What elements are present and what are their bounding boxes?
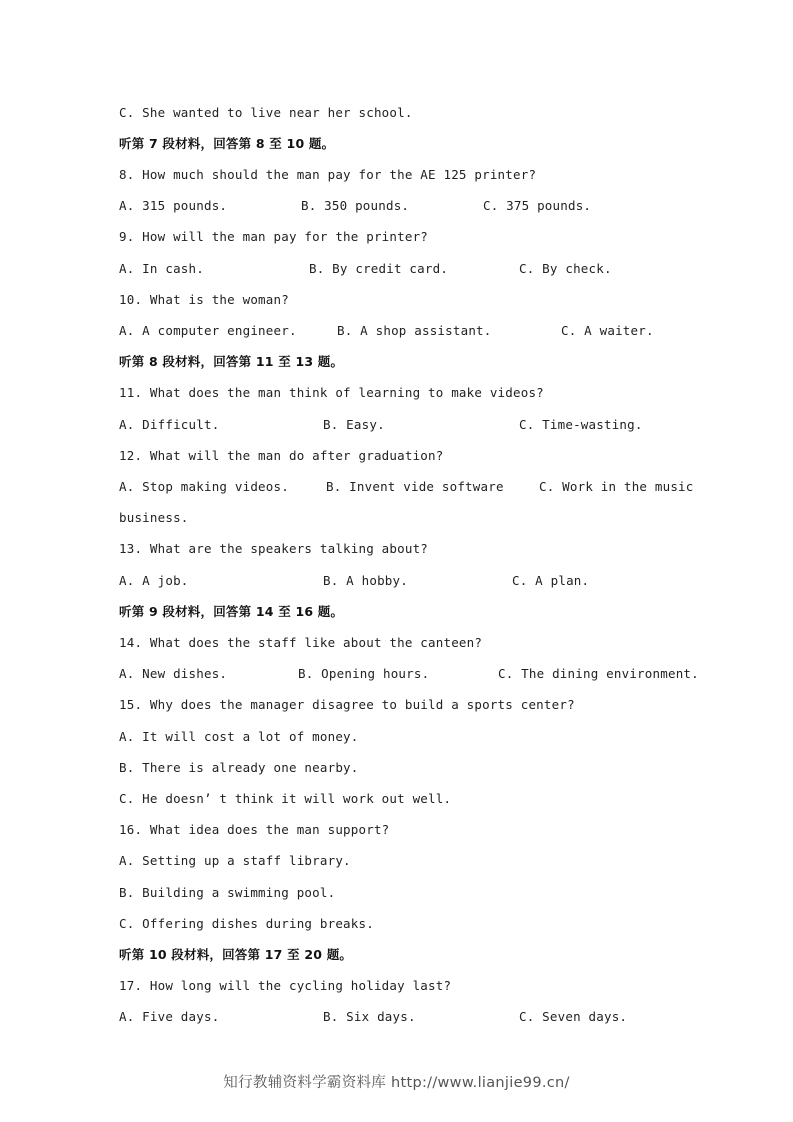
question-17: 17. How long will the cycling holiday last? [119,978,452,993]
section-heading: 听第 9 段材料，回答第 14 至 16 题。 [119,604,344,619]
option-a: A. A computer engineer. [119,323,297,338]
option-c: C. Work in the music [539,479,694,494]
question-8: 8. How much should the man pay for the AE 125 printer? [119,167,537,182]
option-b: B. 350 pounds. [301,198,410,213]
option-b: B. Building a swimming pool. [119,885,336,900]
option-a: A. In cash. [119,261,204,276]
option-b: B. By credit card. [309,261,449,276]
question-15: 15. Why does the manager disagree to build a sports center? [119,697,575,712]
option-a: A. A job. [119,573,189,588]
section-heading: 听第 8 段材料，回答第 11 至 13 题。 [119,354,344,369]
section-heading: 听第 10 段材料，回答第 17 至 20 题。 [119,947,353,962]
option-b: B. A hobby. [323,573,408,588]
question-16: 16. What idea does the man support? [119,822,390,837]
page-footer-watermark: 知行教辅资料学霸资料库 http://www.lianjie99.cn/ [223,1075,570,1091]
option-c-continued: business. [119,510,189,525]
section-heading: 听第 7 段材料，回答第 8 至 10 题。 [119,136,335,151]
option-b: B. Invent vide software [326,479,504,494]
option-line: C. She wanted to live near her school. [119,105,413,120]
question-10: 10. What is the woman? [119,292,289,307]
question-14: 14. What does the staff like about the canteen? [119,635,483,650]
option-a: A. It will cost a lot of money. [119,729,359,744]
question-12: 12. What will the man do after graduation? [119,448,444,463]
option-b: B. There is already one nearby. [119,760,359,775]
option-c: C. Offering dishes during breaks. [119,916,374,931]
question-9: 9. How will the man pay for the printer? [119,229,429,244]
option-c: C. Seven days. [519,1009,628,1024]
option-c: C. By check. [519,261,612,276]
option-c: C. 375 pounds. [483,198,592,213]
option-b: B. A shop assistant. [337,323,492,338]
option-a: A. Five days. [119,1009,220,1024]
question-13: 13. What are the speakers talking about? [119,541,429,556]
option-b: B. Opening hours. [298,666,430,681]
option-c: C. A waiter. [561,323,654,338]
option-a: A. New dishes. [119,666,228,681]
option-a: A. Setting up a staff library. [119,853,351,868]
option-c: C. The dining environment. [498,666,699,681]
option-c: C. A plan. [512,573,590,588]
question-11: 11. What does the man think of learning to make videos? [119,385,544,400]
option-b: B. Easy. [323,417,385,432]
option-b: B. Six days. [323,1009,416,1024]
option-a: A. Difficult. [119,417,220,432]
option-a: A. 315 pounds. [119,198,228,213]
option-a: A. Stop making videos. [119,479,289,494]
option-c: C. He doesn’ t think it will work out well. [119,791,452,806]
option-c: C. Time-wasting. [519,417,643,432]
